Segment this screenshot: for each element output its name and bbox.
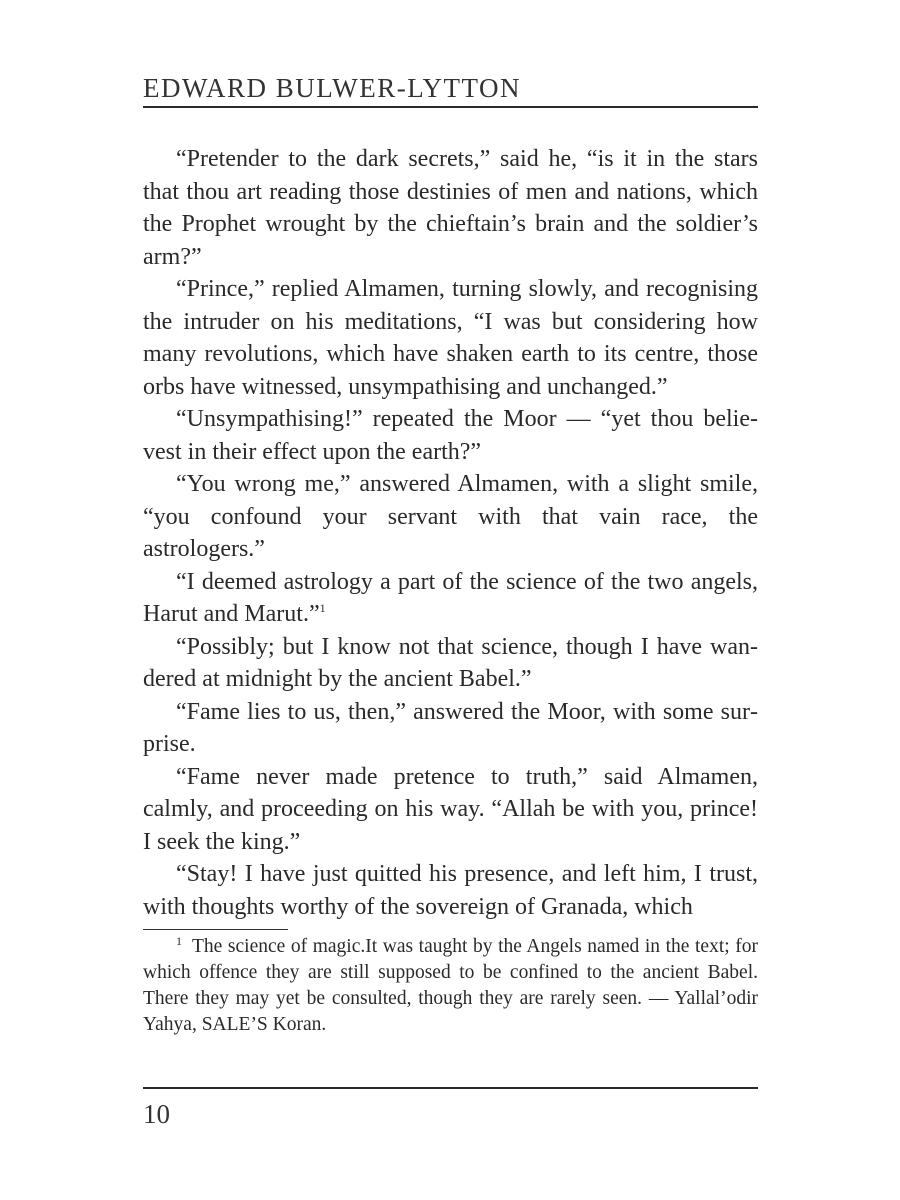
paragraph: “Fame lies to us, then,” answered the Moor, with some surprise. (143, 698, 758, 757)
paragraph-with-footnote (143, 566, 758, 631)
running-head-author: EDWARD BULWER-LYTTON (143, 73, 521, 103)
footnote-text: The science of magic.It was taught by the Angels named in the text; for which offence they are still supposed to be confined to the ancient Babel. There they may yet be consulted, though they are rarely seen. — Yallal’odir Yahya, SALE’S Koran. (143, 936, 758, 1035)
footnote-reference[interactable]: 1 (319, 601, 326, 615)
header-rule (143, 106, 758, 108)
body-text (143, 143, 758, 923)
footnote-separator (143, 929, 288, 930)
page-number: 10 (143, 1099, 170, 1129)
footer-rule (143, 1087, 758, 1089)
paragraph: “Pretender to the dark secrets,” said he, “is it in the stars that thou art reading those destinies of men and nations, which the Prophet wrought by the chieftain’s brain and the soldier’s arm?” (143, 146, 758, 270)
paragraph: “Prince,” replied Almamen, turning slowly, and recognising the intruder on his meditations, “I was but considering how many revolutions, which have shaken earth to its centre, those orbs have witnessed, unsympathising and unchanged.” (143, 276, 758, 400)
paragraph: “Fame never made pretence to truth,” said Almamen, calmly, and proceeding on his way. “Allah be with you, prince! I seek the king.” (143, 763, 758, 855)
paragraph-text: “I deemed astrology a part of the science of the two angels, Harut and Marut.” (143, 568, 758, 627)
paragraph: “You wrong me,” answered Almamen, with a slight smile, “you confound your servant with that vain race, the astrologers.” (143, 471, 758, 562)
footnote-marker: 1 (176, 933, 182, 948)
paragraph: “Unsympathising!” repeated the Moor — “yet thou believest in their effect upon the earth?” (143, 406, 758, 465)
footnote (143, 934, 758, 1038)
paragraph: “Stay! I have just quitted his presence, and left him, I trust, with thoughts worthy of the sovereign of Granada, which (143, 861, 758, 920)
paragraph: “Possibly; but I know not that science, though I have wandered at midnight by the ancient Babel.” (143, 633, 758, 692)
